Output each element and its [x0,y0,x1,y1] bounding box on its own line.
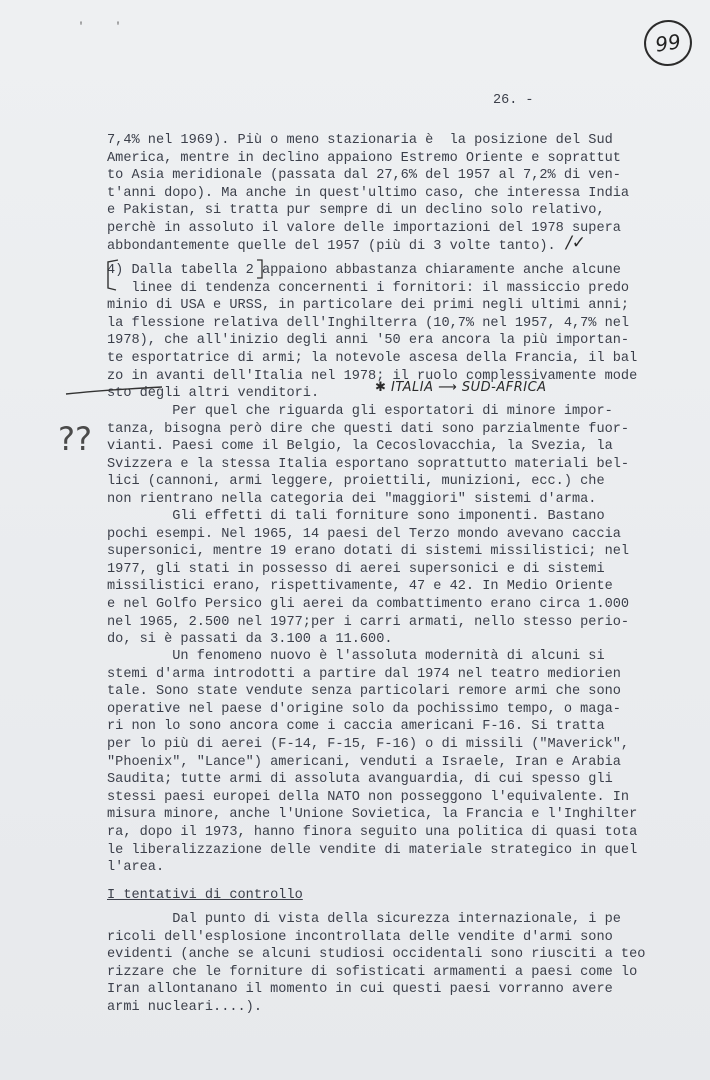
text-line: 1978), che all'inizio degli anni '50 era ancora la più importan- [107,333,630,349]
text-line: supersonici, mentre 19 erano dotati di sistemi missilistici; nel [107,544,630,560]
text-line: Per quel che riguarda gli esportatori di minore impor- [107,404,613,419]
text-line: 7,4% nel 1969). Più o meno stazionaria è la posizione del Sud [107,133,613,148]
text-line: perchè in assoluto il valore delle importazioni del 1978 supera [107,220,621,236]
text-line: Saudita; tutte armi di assoluta avanguardia, di cui spesso gli [107,772,613,788]
corner-tick-right: ' [115,22,122,33]
text-line: t'anni dopo). Ma anche in quest'ultimo caso, che interessa India [107,185,630,201]
text-line: e Pakistan, si tratta pur sempre di un declino solo relativo, [107,203,605,219]
text-line: abbondantemente quelle del 1957 (più di 3 volte tanto). [107,238,556,254]
text-line: Svizzera e la stessa Italia esportano soprattutto materiali bel- [107,456,630,472]
text-line: "Phoenix", "Lance") americani, venduti a Israele, Iran e Arabia [107,754,621,770]
text-line: Dal punto di vista della sicurezza internazionale, i pe [107,912,621,927]
text-line: ricoli dell'esplosione incontrollata delle vendite d'armi sono [107,929,613,945]
text-line: zo in avanti dell'Italia nel 1978; il ruolo complessivamente mode [107,368,638,384]
text-line: l'area. [107,860,165,876]
text-line: la flessione relativa dell'Inghilterra (10,7% nel 1957, 4,7% nel [107,315,630,331]
paragraph-4 [107,508,647,649]
text-line: misura minore, anche l'Unione Sovietica, la Francia e l'Inghilter [107,807,638,823]
text-line: e nel Golfo Persico gli aerei da combattimento erano circa 1.000 [107,596,630,612]
italia-note: ✱ ITALIA ⟶ SUD-AFRICA [375,380,547,395]
corner-tick-left: ' [78,22,85,33]
page-stamp: 99 [641,17,695,69]
text-line: stessi paesi europei della NATO non posseggono l'equivalente. In [107,789,630,805]
text-line: evidenti (anche se alcuni studiosi occidentali sono riusciti a teo [107,947,646,963]
text-line: to Asia meridionale (passata dal 27,6% del 1957 al 7,2% di ven- [107,168,621,184]
paragraph-6 [107,911,647,1017]
check-annotation: /✓ [566,233,586,253]
text-line: 4) Dalla tabella 2 appaiono abbastanza chiaramente anche alcune [107,263,621,278]
text-line: per lo più di aerei (F-14, F-15, F-16) o di missili ("Maverick", [107,736,630,752]
text-line: te esportatrice di armi; la notevole ascesa della Francia, il bal [107,350,638,366]
bracket-mark [104,258,122,292]
text-line: America, mentre in declino appaiono Estremo Oriente e soprattut [107,150,621,166]
text-line: ra, dopo il 1973, hanno finora seguito una politica di quasi tota [107,824,638,840]
bracket-mark-2 [255,258,265,280]
text-line: non rientrano nella categoria dei "maggiori" sistemi d'arma. [107,491,597,507]
page-number: 26. - [493,93,534,108]
margin-stroke [64,384,164,398]
text-line: missilistici erano, rispettivamente, 47 e 42. In Medio Oriente [107,579,613,595]
paragraph-3 [107,403,647,509]
section-heading: I tentativi di controllo [107,888,303,903]
text-line: stemi d'arma introdotti a partire dal 1974 nel teatro mediorien [107,666,621,682]
text-line: Gli effetti di tali forniture sono imponenti. Bastano [107,509,605,524]
text-line: do, si è passati da 3.100 a 11.600. [107,632,393,648]
text-line: operative nel paese d'origine solo da pochissimo tempo, o maga- [107,701,621,717]
text-line: armi nucleari....). [107,999,262,1015]
text-line: ri non lo sono ancora come i caccia americani F-16. Si tratta [107,719,605,735]
text-line: tale. Sono state vendute senza particolari remore armi che sono [107,684,621,700]
text-line: linee di tendenza concernenti i fornitori: il massiccio predo [107,280,630,296]
text-line: lici (cannoni, armi leggere, proiettili, munizioni, ecc.) che [107,474,605,490]
text-line: pochi esempi. Nel 1965, 14 paesi del Terzo mondo avevano caccia [107,526,621,542]
text-line: le liberalizzazione delle vendite di materiale strategico in quel [107,842,638,858]
text-line: minio di USA e URSS, in particolare dei primi negli ultimi anni; [107,298,630,314]
text-line: nel 1965, 2.500 nel 1977;per i carri armati, nello stesso perio- [107,614,630,630]
text-line: sto degli altri venditori. [107,386,320,402]
text-line: tanza, bisogna però dire che questi dati sono parzialmente fuor- [107,421,630,437]
text-line: 1977, gli stati in possesso di aerei supersonici e di sistemi [107,561,605,577]
text-line: vianti. Paesi come il Belgio, la Cecoslovacchia, la Svezia, la [107,439,613,455]
paragraph-5 [107,648,647,877]
text-line: Un fenomeno nuovo è l'assoluta modernità di alcuni si [107,649,605,664]
text-line: Iran allontanano il momento in cui questi paesi vorranno avere [107,982,613,998]
margin-question-marks: ?? [58,420,92,458]
text-line: rizzare che le forniture di sofisticati armamenti a paesi come lo [107,964,638,980]
